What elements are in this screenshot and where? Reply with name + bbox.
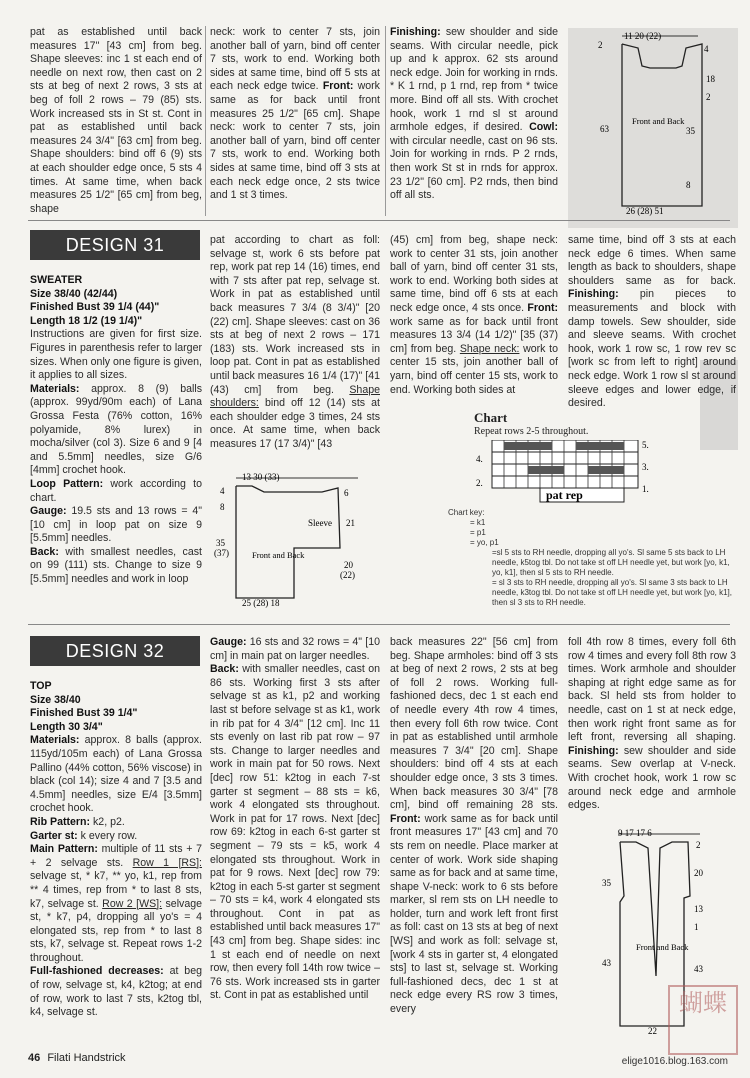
front-label: Front: bbox=[322, 80, 354, 93]
schematic-top-piece: Front and Back bbox=[632, 116, 685, 126]
design32-length: Length 30 3/4" bbox=[30, 720, 103, 733]
design32-ff-label: Full-fashioned decreases: bbox=[30, 965, 164, 978]
key-k1: = k1 bbox=[470, 518, 486, 527]
divider-2 bbox=[28, 624, 730, 625]
design31-loop-label: Loop Pattern: bbox=[30, 477, 104, 490]
schematic-32-top: 9 17 17 6 bbox=[618, 828, 652, 838]
design31-front-label: Front: bbox=[527, 301, 558, 314]
seal-stamp: 蝴蝶 bbox=[668, 985, 738, 1055]
design31-shoulders-label: Shape shoulders: bbox=[210, 383, 380, 410]
design31-col2 bbox=[210, 234, 380, 452]
schematic-31-l37: (37) bbox=[214, 548, 229, 558]
design32-col3-b: work same as for back until front measures 17" [43 cm] and 70 sts rem on needle. Place marker at center of work. Work side shaping same as for back and at same time, shape V-neck: work to 6 sts before marker, sl rem sts on LH needle to holder, turn and work left front first as foll: cast on 13 sts at beg of next [WS] and work as foll: selvage st, [work 4 sts in garter st, 4 elongated sts] to last st, selvage st. Working full-fashioned decs, dec 1 st at neck edge every RS row 3 times, every bbox=[390, 812, 558, 1016]
design32-bust: Finished Bust 39 1/4" bbox=[30, 707, 138, 720]
design31-col3-c: work to center 15 sts, join another ball of yarn, bind off center 15 sts, work to end. Working both sides at bbox=[390, 342, 558, 396]
schematic-32-r1: 1 bbox=[694, 922, 699, 932]
schematic-31 bbox=[212, 470, 372, 610]
design32-garter-label: Garter st: bbox=[30, 829, 78, 842]
design32-size: Size 38/40 bbox=[30, 693, 81, 706]
design32-col2 bbox=[210, 636, 380, 1003]
page-number: 46 bbox=[28, 1052, 41, 1064]
key-p1: = p1 bbox=[470, 528, 486, 537]
chart-pat-rep: pat rep bbox=[546, 488, 583, 502]
top-col3-cowl: with circular needle, cast on 96 sts. Join for working in rnds. P 2 rnds, then work St st in rnds for approx. 23 1/2" [60 cm]. P2 rnds, then bind off all sts. bbox=[390, 134, 558, 202]
schematic-31-r20: 20 bbox=[344, 560, 353, 570]
schematic-32-r13: 13 bbox=[694, 904, 703, 914]
design32-col4 bbox=[568, 636, 736, 813]
page-footer bbox=[28, 1052, 126, 1064]
schematic-32-r20: 20 bbox=[694, 868, 703, 878]
chart-subtitle: Repeat rows 2-5 throughout. bbox=[474, 426, 589, 437]
schematic-31-piece: Front and Back bbox=[252, 550, 305, 560]
design31-loop: work according to chart. bbox=[30, 477, 202, 504]
schematic-32-r2: 2 bbox=[696, 840, 701, 850]
design31-gauge-label: Gauge: bbox=[30, 505, 67, 518]
design32-main-c: selvage st, * k7, p4, dropping all yo's = 4 elongated sts, rep from * to last 8 sts, k7, selvage st. Repeat rows 1-2 throughout. bbox=[30, 897, 203, 964]
schematic-31-r6: 6 bbox=[344, 488, 349, 498]
top-col2-front: work same as for back until front measures 25 1/2" [65 cm]. Shape neck: work to center 7 sts, join another ball of yarn, bind off center 7 sts, work to end. Working both sides at same time, bind off 3 sts at each neck edge once, 2 sts twice and 1 st 3 times. bbox=[210, 80, 380, 202]
design32-row1-label: Row 1 [RS]: bbox=[132, 856, 202, 869]
schematic-top-bottom: 26 (28) 51 bbox=[626, 206, 664, 216]
design31-size: Size 38/40 (42/44) bbox=[30, 287, 118, 300]
schematic-top-r2: 2 bbox=[706, 92, 711, 102]
schematic-31-l35: 35 bbox=[216, 538, 225, 548]
design32-front-label: Front: bbox=[390, 812, 421, 825]
magazine-name: Filati Handstrick bbox=[47, 1052, 126, 1064]
design32-col4-a: foll 4th row 8 times, every foll 6th row 4 times and every foll 8th row 3 times. Work armhole and shoulder shaping at right edge same as for back. Sl held sts from holder to needle, cast on 1 st at neck edge, then work right front same as for left front, reversing all shaping. bbox=[568, 636, 736, 744]
design31-finishing-label: Finishing: bbox=[568, 288, 619, 301]
schematic-32-piece: Front and Back bbox=[636, 942, 689, 952]
design32-main-a: multiple of 11 sts + 7 + 2 selvage sts. bbox=[30, 843, 202, 869]
design31-garment: SWEATER bbox=[30, 274, 83, 286]
design32-gauge-label: Gauge: bbox=[210, 636, 247, 648]
design32-garment: TOP bbox=[30, 680, 52, 692]
schematic-31-r21: 21 bbox=[346, 518, 355, 528]
design31-col1 bbox=[30, 274, 202, 587]
schematic-31-sleeve: Sleeve bbox=[308, 518, 332, 528]
design31-col3-a: (45) cm] from beg, shape neck: work to center 31 sts, join another ball of yarn, bind off center 31 sts, work to end. Working both sides at same time, bind off 6 sts at each neck edge once, 4 sts once. bbox=[390, 234, 558, 314]
design32-main-b: selvage st, * k7, ** yo, k1, rep from ** 4 times, rep from * to last 8 sts, k7, selvage st. bbox=[30, 870, 202, 910]
design31-col4 bbox=[568, 234, 736, 411]
key-yo: = yo, p1 bbox=[470, 538, 499, 547]
col-sep-1 bbox=[205, 26, 206, 216]
schematic-32-bottom: 22 bbox=[648, 1026, 657, 1036]
chart-row4: 4. bbox=[476, 454, 483, 464]
design32-back: with smaller needles, cast on 86 sts. Working first 3 sts after selvage st as k1, p2 and working last st before selvage st as k1, work in rib pat for 4 3/4" [12 cm]. Inc 11 sts evenly on last rib pat row – 97 sts. Change to larger needles and work in main pat for 50 rows. Next [dec] row 51: k2tog in each 7-st garter st segment – 88 sts = k6, work 4 elongated sts throughout. Work in pat for 17 rows. Next [dec] row 69: k2tog in each 6-st garter st segment – 79 sts = k5, work 4 elongated sts throughout. Work in pat for 9 rows. Next [dec] row 79: k2tog in each 5-st garter st segment – 70 sts = k4, work 4 elongated sts throughout. Cont in pat as established until back measures 17" [43 cm] from beg. Shape sides: inc 1 st each end of needle on next row, then every foll 14th row twice – 76 sts. Work increased sts in garter st. Cont in pat as established until bbox=[210, 663, 380, 1002]
chart-row5: 5. bbox=[642, 440, 649, 450]
schematic-top-r4: 4 bbox=[704, 44, 709, 54]
schematic-top-r35: 35 bbox=[686, 126, 695, 136]
design31-col4-b: pin pieces to measurements and block with damp towels. Sew shoulder, side and sleeve seams. With crochet hook, work 1 row sc, 1 row rev sc [work sc from left to right] around neck edge. Work 1 row sl st around sleeve edges and lower edge, if desired. bbox=[568, 288, 736, 410]
design31-bust: Finished Bust 39 1/4 (44)" bbox=[30, 301, 160, 314]
chart-row3: 3. bbox=[642, 462, 649, 472]
design32-rib: k2, p2. bbox=[93, 815, 125, 828]
chart-title: Chart bbox=[474, 410, 508, 425]
design31-materials-label: Materials: bbox=[30, 382, 80, 395]
schematic-top bbox=[590, 26, 725, 216]
design32-back-label: Back: bbox=[210, 663, 239, 676]
design31-banner: DESIGN 31 bbox=[30, 230, 200, 260]
design32-col3-a: back measures 22" [56 cm] from beg. Shape armholes: bind off 3 sts at beg of next 2 rows, 2 sts at beg of foll 2 rows. Working full-fashioned decs, dec 1 st each end of needle every 4th row 4 times, then every foll 6th row twice. Cont in pat as established until armhole measures 7 3/4" [20 cm]. Shape shoulders: bind off 4 sts at each shoulder edge once, 3 sts 3 times. When back measures 30 3/4" [78 cm], bind off remaining 28 sts. bbox=[390, 636, 558, 812]
chart-row2: 2. bbox=[476, 478, 483, 488]
design31-back: with smallest needles, cast on 99 (111) sts. Change to size 9 [5.5mm] needles and work in loop bbox=[30, 545, 202, 586]
design32-col1 bbox=[30, 680, 202, 1020]
top-col1-text: pat as established until back measures 17" [43 cm] from beg. Shape sleeves: inc 1 st each end of needle on next row, then cast on 2 sts at beg of next 2 rows, 3 sts at beg of foll 2 rows – 79 (85) sts. Work increased sts in St st. Cont in pat as established until back measures 24 3/4" [63 cm] from beg. Shape shoulders: bind off 6 (9) sts at each shoulder edge once, 5 sts 4 times. At same time, when back measures 25 1/2" [65 cm] from beg, shape bbox=[30, 26, 202, 215]
design31-neck-label: Shape neck: bbox=[459, 342, 520, 355]
schematic-top-r8: 8 bbox=[686, 180, 691, 190]
design31-gauge: 19.5 sts and 13 rows = 4" [10 cm] in loop pat on size 9 [5.5mm] needles. bbox=[30, 505, 202, 545]
schematic-32-r43: 43 bbox=[694, 964, 703, 974]
cowl-label: Cowl: bbox=[529, 121, 558, 134]
top-col3 bbox=[390, 26, 558, 203]
finishing-label: Finishing: bbox=[390, 26, 441, 38]
design32-main-label: Main Pattern: bbox=[30, 843, 98, 856]
schematic-31-top: 13 30 (33) bbox=[242, 472, 280, 482]
design32-finishing-label: Finishing: bbox=[568, 744, 619, 757]
blog-watermark: elige1016.blog.163.com bbox=[621, 1056, 728, 1067]
design31-col2-text: pat according to chart as foll: selvage st, work 6 sts before pat rep, work pat rep 14 (16) times, end with 7 sts after pat rep, selvage st. Work in pat as established until back measures 7 3/4 (8 3/4)" [20 (22) cm]. Shape sleeves: cast on 36 sts at beg of next 2 rows – 171 (183) sts. Work increased sts in loop pat. Cont in pat as established until back measures 16 1/4 (17)" [41 (43) cm] from beg. bbox=[210, 234, 380, 396]
schematic-32-l35: 35 bbox=[602, 878, 611, 888]
schematic-32-l43: 43 bbox=[602, 958, 611, 968]
top-col1 bbox=[30, 26, 202, 216]
design32-materials: approx. 8 balls (approx. 115yd/105m each) of Lana Grossa Pallino (44% cotton, 56% viscose) in black (col 14); size 4 and 7 [3.5 and 4.5mm] needles, size E/4 [3.5mm] crochet hook. bbox=[30, 734, 202, 815]
design31-materials: approx. 8 (9) balls (approx. 99yd/90m each) of Lana Grossa Festa (76% cotton, 16% polyamide, 8% lurex) in mocha/silver (col 3). Size 6 and 9 [4 and 5.5mm] needles, size G/6 [4mm] crochet hook. bbox=[30, 382, 202, 477]
design32-gauge: 16 sts and 32 rows = 4" [10 cm] in main pat on larger needles. bbox=[210, 636, 380, 662]
design32-col3 bbox=[390, 636, 558, 1017]
key-sl3: = sl 3 sts to RH needle, dropping all yo's. Sl same 3 sts back to LH needle, k3tog tbl. Do not take st off LH needle yet, but work [yo, k1], then sl 3 sts to RH needle. bbox=[492, 578, 732, 607]
design31-length: Length 18 1/2 (19 1/4)" bbox=[30, 314, 143, 327]
schematic-top-l2: 2 bbox=[598, 40, 603, 50]
top-col3-finishing: sew shoulder and side seams. With circular needle, pick up and k approx. 62 sts around neck edge. Join for working in rnds. * K 1 rnd, p 1 rnd, rep from * twice more. Bind off all sts. With crochet hook, work 1 rnd sl st around armhole edges, if desired. bbox=[390, 26, 558, 134]
design32-garter: k every row. bbox=[80, 829, 138, 842]
design32-row2-label: Row 2 [WS]: bbox=[102, 897, 163, 910]
schematic-top-r18: 18 bbox=[706, 74, 715, 84]
schematic-31-bottom: 25 (28) 18 bbox=[242, 598, 280, 608]
key-sl5: =sl 5 sts to RH needle, dropping all yo's. Sl same 5 sts back to LH needle, k5tog tbl. Do not take st off LH needle yet, but work [yo, k1, yo, k1], then sl 5 sts to RH needle. bbox=[492, 548, 730, 577]
stitch-chart bbox=[474, 440, 674, 504]
chart-key-title: Chart key: bbox=[448, 508, 485, 517]
design32-ff: at beg of row, selvage st, k4, k2tog; at end of row, work to last 7 sts, k2tog tbl, k4, selvage st. bbox=[30, 965, 202, 1019]
design31-col4-a: same time, bind off 3 sts at each neck edge 6 times. When same length as back to shoulders, shape shoulders same as for back. bbox=[568, 234, 736, 287]
design31-back-label: Back: bbox=[30, 545, 59, 558]
design32-banner: DESIGN 32 bbox=[30, 636, 200, 666]
schematic-31-r22: (22) bbox=[340, 570, 355, 580]
col-sep-2 bbox=[385, 26, 386, 216]
design31-col3-b: work same as for back until front measures 13 3/4 (14 1/2)" [35 (37) cm] from beg. bbox=[390, 315, 558, 355]
design32-col4-b: sew shoulder and side seams. Sew overlap at V-neck. With crochet hook, work 1 row sc around neck edge and armhole edges. bbox=[568, 744, 736, 812]
schematic-31-l4: 4 bbox=[220, 486, 225, 496]
schematic-top-width: 11 20 (22) bbox=[624, 31, 662, 41]
design32-rib-label: Rib Pattern: bbox=[30, 815, 91, 828]
design31-col2-b: bind off 12 (14) sts at each shoulder edge 3 times, 24 sts once. At same time, when back measures 17 (17 3/4)" [43 bbox=[210, 397, 381, 450]
chart-row1: 1. bbox=[642, 484, 649, 494]
schematic-top-l63: 63 bbox=[600, 124, 609, 134]
top-col2 bbox=[210, 26, 380, 203]
top-col2-neck: neck: work to center 7 sts, join another ball of yarn, bind off center 7 sts, work to end. Working both sides at same time, bind off 5 sts at each neck edge twice. bbox=[210, 26, 380, 93]
design32-materials-label: Materials: bbox=[30, 734, 80, 747]
design31-col3 bbox=[390, 234, 558, 397]
design31-intro: Instructions are given for first size. Figures in parenthesis refer to larger sizes. When only one figure is given, it applies to all sizes. bbox=[30, 328, 202, 382]
divider-1 bbox=[28, 220, 730, 221]
schematic-31-l8: 8 bbox=[220, 502, 225, 512]
chart-key bbox=[448, 508, 738, 608]
